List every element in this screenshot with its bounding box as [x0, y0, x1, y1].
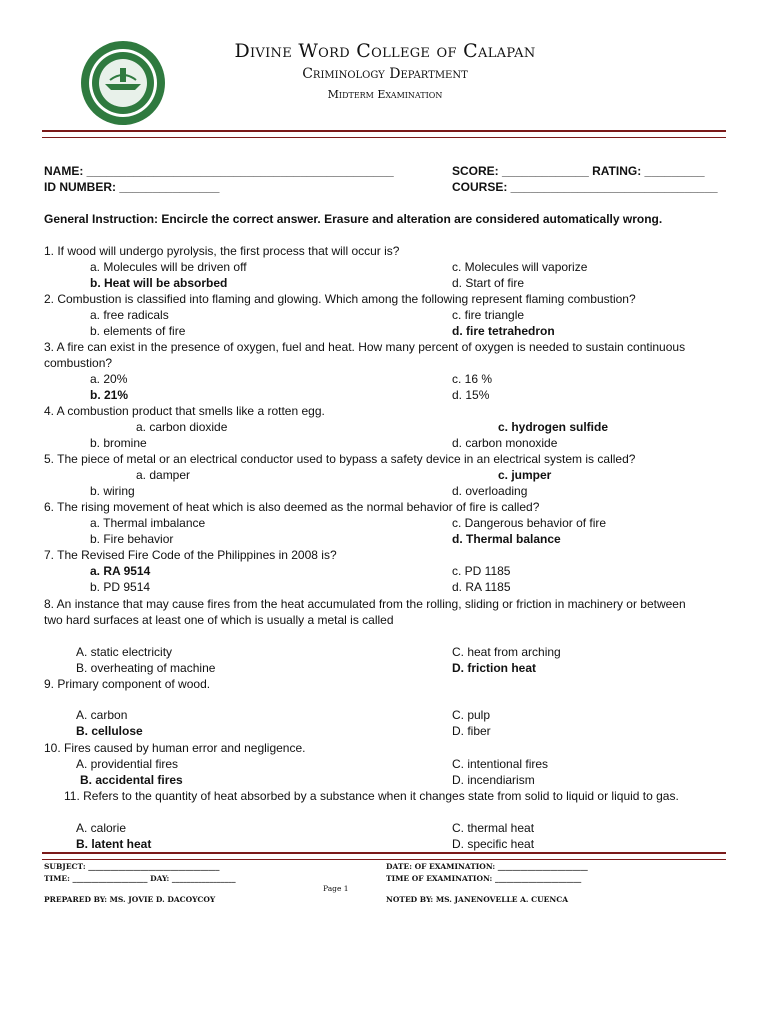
question-6: 6. The rising movement of heat which is also deemed as the normal behavior of fire is called? — [44, 500, 540, 514]
q7-choice-b[interactable]: b. PD 9514 — [90, 580, 151, 594]
q6-choice-c[interactable]: c. Dangerous behavior of fire — [452, 516, 607, 530]
q6-choice-a[interactable]: a. Thermal imbalance — [90, 516, 206, 530]
prepared-by: PREPARED BY: MS. JOVIE D. DACOYCOY — [44, 895, 216, 904]
college-seal-logo — [80, 40, 166, 126]
q8-choice-a[interactable]: A. static electricity — [76, 645, 173, 659]
q9-choice-c[interactable]: C. pulp — [452, 708, 491, 722]
q6-choice-d[interactable]: d. Thermal balance — [452, 532, 561, 546]
question-7: 7. The Revised Fire Code of the Philippines in 2008 is? — [44, 548, 337, 562]
header-divider — [42, 130, 726, 138]
page-number: Page 1 — [323, 884, 349, 893]
q7-choice-d[interactable]: d. RA 1185 — [452, 580, 511, 594]
exam-date-field[interactable]: DATE: OF EXAMINATION: ________________________ — [386, 862, 588, 871]
q4-choice-d[interactable]: d. carbon monoxide — [452, 436, 558, 450]
q5-choice-b[interactable]: b. wiring — [90, 484, 135, 498]
question-1: 1. If wood will undergo pyrolysis, the first process that will occur is? — [44, 244, 400, 258]
q8-choice-c[interactable]: C. heat from arching — [452, 645, 561, 659]
q5-choice-c[interactable]: c. jumper — [498, 468, 552, 482]
general-instruction: General Instruction: Encircle the correct answer. Erasure and alteration are considered automatically wrong. — [44, 212, 663, 226]
question-3-cont: combustion? — [44, 356, 113, 370]
q5-choice-d[interactable]: d. overloading — [452, 484, 528, 498]
q2-choice-d[interactable]: d. fire tetrahedron — [452, 324, 555, 338]
question-9: 9. Primary component of wood. — [44, 677, 211, 691]
q8-choice-b[interactable]: B. overheating of machine — [76, 661, 216, 675]
q4-choice-b[interactable]: b. bromine — [90, 436, 147, 450]
q11-choice-d[interactable]: D. specific heat — [452, 837, 535, 851]
name-field[interactable]: NAME: ______________________________________________ — [44, 164, 394, 178]
q10-choice-b[interactable]: B. accidental fires — [80, 773, 183, 787]
q9-choice-b[interactable]: B. cellulose — [76, 724, 143, 738]
exam-title: Midterm Examination — [327, 88, 443, 101]
q10-choice-d[interactable]: D. incendiarism — [452, 773, 535, 787]
department-name: Criminology Department — [302, 66, 468, 82]
q3-choice-b[interactable]: b. 21% — [90, 388, 129, 402]
q1-choice-b[interactable]: b. Heat will be absorbed — [90, 276, 228, 290]
q2-choice-c[interactable]: c. fire triangle — [452, 308, 525, 322]
q1-choice-d[interactable]: d. Start of fire — [452, 276, 525, 290]
q1-choice-c[interactable]: c. Molecules will vaporize — [452, 260, 588, 274]
question-8: 8. An instance that may cause fires from the heat accumulated from the rolling, sliding or friction in machinery or between — [44, 597, 686, 611]
q4-choice-c[interactable]: c. hydrogen sulfide — [498, 420, 609, 434]
exam-time-field[interactable]: TIME OF EXAMINATION: _______________________ — [386, 874, 582, 883]
q3-choice-a[interactable]: a. 20% — [90, 372, 128, 386]
course-field[interactable]: COURSE: _______________________________ — [452, 180, 718, 194]
id-number-field[interactable]: ID NUMBER: _______________ — [44, 180, 220, 194]
question-2: 2. Combustion is classified into flaming and glowing. Which among the following represent flaming combustion? — [44, 292, 636, 306]
footer-divider — [42, 852, 726, 860]
q6-choice-b[interactable]: b. Fire behavior — [90, 532, 174, 546]
question-4: 4. A combustion product that smells like a rotten egg. — [44, 404, 325, 418]
q4-choice-a[interactable]: a. carbon dioxide — [136, 420, 228, 434]
college-name: Divine Word College of Calapan — [234, 40, 536, 62]
q5-choice-a[interactable]: a. damper — [136, 468, 191, 482]
q11-choice-b[interactable]: B. latent heat — [76, 837, 152, 851]
q7-choice-a[interactable]: a. RA 9514 — [90, 564, 151, 578]
question-5: 5. The piece of metal or an electrical conductor used to bypass a safety device in an electrical system is called? — [44, 452, 636, 466]
question-8-cont: two hard surfaces at least one of which is usually a metal is called — [44, 613, 394, 627]
question-10: 10. Fires caused by human error and negligence. — [44, 741, 306, 755]
time-day-field[interactable]: TIME: ____________________ DAY: _________________ — [44, 874, 236, 883]
q2-choice-a[interactable]: a. free radicals — [90, 308, 169, 322]
noted-by: NOTED BY: MS. JANENOVELLE A. CUENCA — [386, 895, 569, 904]
q11-choice-c[interactable]: C. thermal heat — [452, 821, 535, 835]
q2-choice-b[interactable]: b. elements of fire — [90, 324, 186, 338]
subject-field[interactable]: SUBJECT: ___________________________________ — [44, 862, 220, 871]
q3-choice-c[interactable]: c. 16 % — [452, 372, 493, 386]
q10-choice-a[interactable]: A. providential fires — [76, 757, 179, 771]
q9-choice-a[interactable]: A. carbon — [76, 708, 128, 722]
score-rating-field[interactable]: SCORE: _____________ RATING: _________ — [452, 164, 705, 178]
q3-choice-d[interactable]: d. 15% — [452, 388, 490, 402]
question-3: 3. A fire can exist in the presence of oxygen, fuel and heat. How many percent of oxygen is needed to sustain continuous — [44, 340, 686, 354]
q8-choice-d[interactable]: D. friction heat — [452, 661, 537, 675]
q10-choice-c[interactable]: C. intentional fires — [452, 757, 549, 771]
q11-choice-a[interactable]: A. calorie — [76, 821, 127, 835]
q1-choice-a[interactable]: a. Molecules will be driven off — [90, 260, 247, 274]
q9-choice-d[interactable]: D. fiber — [452, 724, 491, 738]
question-11: 11. Refers to the quantity of heat absorbed by a substance when it changes state from solid to liquid or liquid to gas. — [64, 789, 679, 803]
q7-choice-c[interactable]: c. PD 1185 — [452, 564, 511, 578]
